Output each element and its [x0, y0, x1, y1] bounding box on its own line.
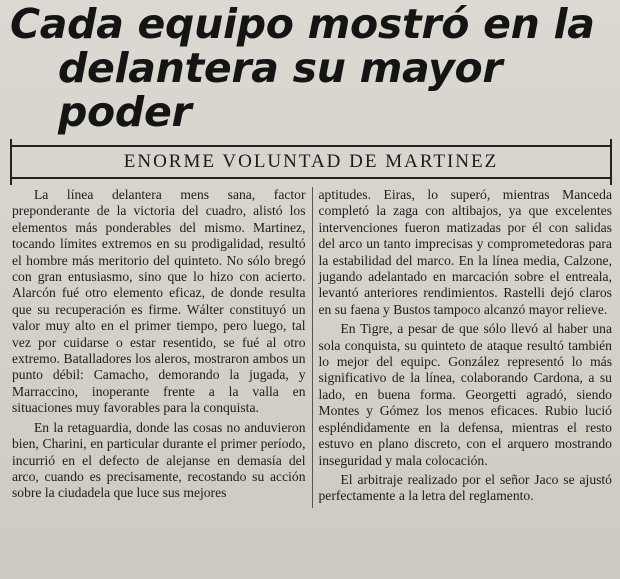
- subheadline: ENORME VOLUNTAD DE MARTINEZ: [123, 151, 499, 172]
- headline-line-1: Cada equipo mostró en la: [10, 0, 595, 48]
- paragraph: En Tigre, a pesar de que sólo llevó al haber una sola conquista, su quinteto de ataque resultó también lo mejor del equipc. González representó lo más significativo de la línea, colaborando Cardona, a su lado, en buena forma. Georgetti agradó, siendo Montes y Gómez los menos eficaces. Rubio lució espléndidamente en la defensa, mientras el resto estuvo en plano discreto, con el arquero mostrando inseguridad y mala colocación.: [318, 321, 612, 468]
- headline: [6, 2, 614, 134]
- subheadline-box: [10, 145, 612, 179]
- article-body: [6, 187, 614, 508]
- column-divider: [312, 187, 313, 508]
- paragraph: El arbitraje realizado por el señor Jaco se ajustó perfectamente a la letra del reglamento.: [318, 471, 612, 504]
- headline-line-2: delantera su mayor poder: [58, 44, 503, 136]
- column-right: [318, 187, 612, 508]
- paragraph: La línea delantera mens sana, factor preponderante de la victoria del cuadro, alistó los elementos más ponderables del mismo. Martinez, tocando límites extremos en su prodigalidad, resultó el hombre más meritorio del quinteto. No sólo bregó con gran entusiasmo, sino que lo hizo con acierto. Alarcón fué otro elemento eficaz, de donde resulta que su recuperación es firme. Wálter constituyó un valor muy alto en el primer tiempo, pero luego, tal vez por cuidarse o estar resentido, se fué al otro extremo. Batalladores los aleros, mostraron ambos un punto débil: Camacho, demorando la jugada, y Marraccino, inoperante frente a la valla en situaciones muy favorables para la conquista.: [12, 187, 306, 416]
- paragraph: aptitudes. Eiras, lo superó, mientras Manceda completó la zaga con altibajos, ya que excelentes intervenciones fueron matizadas por él con salidas del arco un tanto imprecisas y comprometedoras para la estabilidad del marco. En la línea media, Calzone, jugando adelantado en marcación sobre el entreala, levantó anteriores rendimientos. Rastelli dejó claros en su faena y Bustos tampoco alcanzó mayor relieve.: [318, 187, 612, 317]
- paragraph: En la retaguardia, donde las cosas no anduvieron bien, Charini, en particular durante el primer período, incurrió en el defecto de alejanse en demasía del arco, cuando es precisamente, recostando su acción sobre la ciudadela que luce sus mejores: [12, 419, 306, 501]
- column-left: [12, 187, 306, 508]
